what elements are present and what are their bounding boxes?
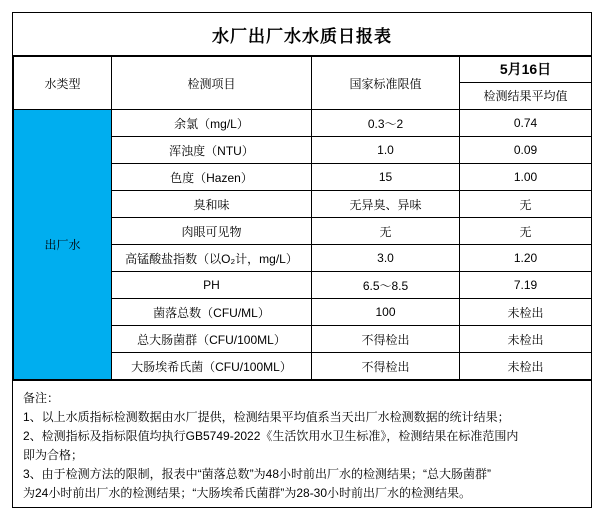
- cell-limit: 无: [312, 218, 460, 245]
- cell-item: 色度（Hazen）: [112, 164, 312, 191]
- cell-result: 1.20: [460, 245, 592, 272]
- header-result-average: 检测结果平均值: [483, 89, 568, 103]
- cell-result: 无: [460, 218, 592, 245]
- header-water-type: 水类型: [14, 57, 112, 110]
- cell-item: 浑浊度（NTU）: [112, 137, 312, 164]
- cell-limit: 无异臭、异味: [312, 191, 460, 218]
- cell-item: 高锰酸盐指数（以O₂计，mg/L）: [112, 245, 312, 272]
- page-title: 水厂出厂水水质日报表: [212, 26, 392, 46]
- cell-limit: 不得检出: [312, 353, 460, 380]
- notes-line: 即为合格；: [23, 448, 84, 462]
- cell-result: 0.09: [460, 137, 592, 164]
- cell-result: 0.74: [460, 110, 592, 137]
- cell-item: 臭和味: [112, 191, 312, 218]
- cell-result: 未检出: [460, 353, 592, 380]
- report-title-bar: [13, 13, 591, 56]
- notes-line: 3、由于检测方法的限制，报表中“菌落总数”为48小时前出厂水的检测结果；“总大肠菌群”: [23, 467, 492, 481]
- cell-limit: 6.5～8.5: [312, 272, 460, 299]
- cell-limit: 15: [312, 164, 460, 191]
- cell-item: 总大肠菌群（CFU/100ML）: [112, 326, 312, 353]
- header-date-group: [460, 57, 592, 110]
- header-test-item: 检测项目: [112, 57, 312, 110]
- notes-line: 为24小时前出厂水的检测结果；“大肠埃希氏菌群”为28-30小时前出厂水的检测结果。: [23, 486, 472, 500]
- cell-limit: 3.0: [312, 245, 460, 272]
- notes-line: 2、检测指标及指标限值均执行GB5749-2022《生活饮用水卫生标准》，检测结果在标准范围内: [23, 429, 519, 443]
- cell-limit: 不得检出: [312, 326, 460, 353]
- table-header-row: [14, 57, 592, 110]
- water-quality-table: [13, 56, 592, 380]
- cell-result: 未检出: [460, 299, 592, 326]
- cell-item: 肉眼可见物: [112, 218, 312, 245]
- cell-result: 7.19: [460, 272, 592, 299]
- table-row: [14, 110, 592, 137]
- notes-section: [13, 380, 591, 507]
- header-national-limit: 国家标准限值: [312, 57, 460, 110]
- cell-item: 大肠埃希氏菌（CFU/100ML）: [112, 353, 312, 380]
- cell-item: 菌落总数（CFU/ML）: [112, 299, 312, 326]
- cell-limit: 1.0: [312, 137, 460, 164]
- cell-result: 未检出: [460, 326, 592, 353]
- notes-line: 备注：: [23, 391, 60, 405]
- cell-limit: 0.3～2: [312, 110, 460, 137]
- cell-result: 1.00: [460, 164, 592, 191]
- notes-line: 1、以上水质指标检测数据由水厂提供，检测结果平均值系当天出厂水检测数据的统计结果；: [23, 410, 510, 424]
- report-frame: [12, 12, 592, 508]
- cell-result: 无: [460, 191, 592, 218]
- table-body: [14, 110, 592, 380]
- header-date: 5月16日: [460, 57, 591, 83]
- cell-item: PH: [112, 272, 312, 299]
- water-type-cell: 出厂水: [14, 110, 112, 380]
- table-header: [14, 57, 592, 110]
- cell-item: 余氯（mg/L）: [112, 110, 312, 137]
- cell-limit: 100: [312, 299, 460, 326]
